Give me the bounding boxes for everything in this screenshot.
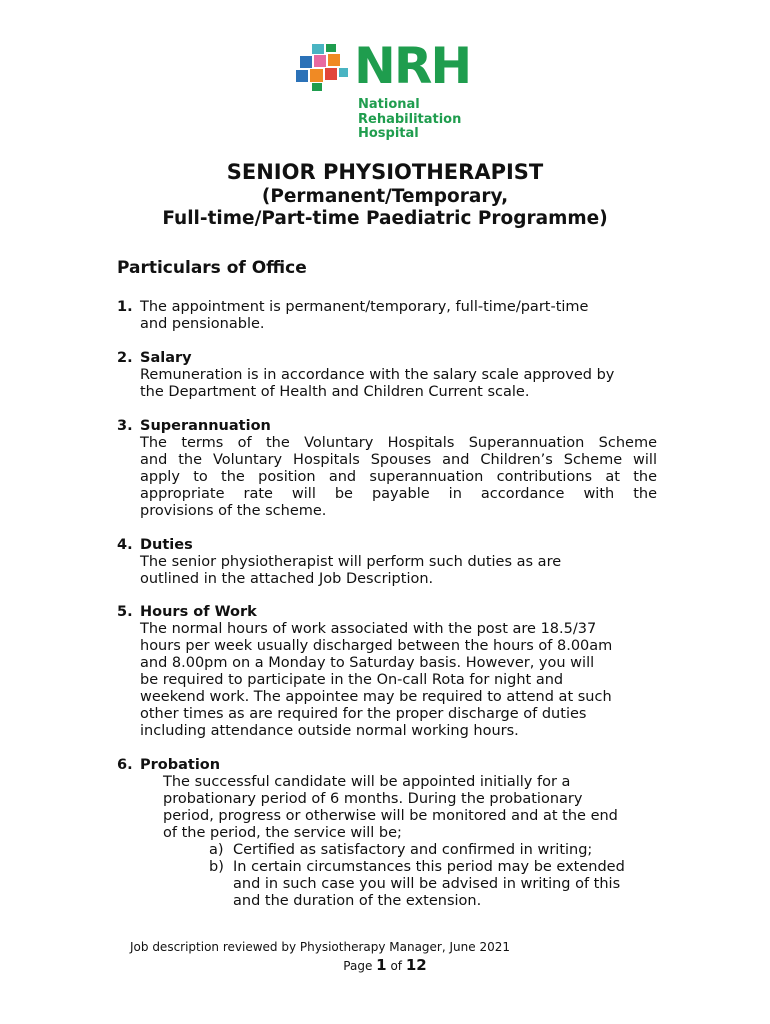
item-text: other times as are required for the proper discharge of duties <box>140 706 587 722</box>
logo-line-rehabilitation: Rehabilitation <box>358 111 462 127</box>
logo-line-hospital: Hospital <box>358 126 419 141</box>
item-number: 6. <box>117 757 133 773</box>
logo-mosaic-icon <box>294 42 354 92</box>
page-number <box>0 956 770 974</box>
item-text: including attendance outside normal working hours. <box>140 723 519 739</box>
item-text: outlined in the attached Job Description. <box>140 571 434 587</box>
item-text: The senior physiotherapist will perform such duties as are <box>140 554 562 570</box>
logo-wordmark: NRH <box>354 37 471 95</box>
sub-item-label: b) <box>209 859 224 875</box>
sub-item-text: In certain circumstances this period may be extended <box>233 859 625 875</box>
item-text: and pensionable. <box>140 316 265 332</box>
item-number: 2. <box>117 350 133 366</box>
list-item-1 <box>117 299 657 333</box>
sub-item-a <box>209 842 669 859</box>
sub-item-b <box>209 859 669 910</box>
item-text: Remuneration is in accordance with the salary scale approved by <box>140 367 615 383</box>
item-text: provisions of the scheme. <box>140 503 327 519</box>
section-heading: Particulars of Office <box>117 258 307 278</box>
item-text: and the Voluntary Hospitals Spouses and Children’s Scheme will <box>140 452 657 468</box>
item-heading: Salary <box>140 350 192 366</box>
sub-item-label: a) <box>209 842 224 858</box>
document-title: SENIOR PHYSIOTHERAPIST <box>226 160 544 184</box>
list-item-hours-of-work <box>117 604 657 740</box>
list-item-superannuation <box>117 418 657 520</box>
current-page: 1 <box>376 956 387 974</box>
nrh-logo <box>294 37 484 142</box>
item-heading: Duties <box>140 537 193 553</box>
list-item-duties <box>117 537 657 588</box>
total-pages: 12 <box>405 956 427 974</box>
footer-note: Job description reviewed by Physiotherapy Manager, June 2021 <box>130 940 510 954</box>
item-heading: Hours of Work <box>140 604 257 620</box>
list-item-probation <box>117 757 657 774</box>
item-heading: Superannuation <box>140 418 271 434</box>
item-heading: Probation <box>140 757 221 773</box>
document-subtitle-line2: Full-time/Part-time Paediatric Programme) <box>162 208 608 229</box>
sub-item-text: and in such case you will be advised in writing of this <box>233 876 621 892</box>
of-word: of <box>390 959 403 973</box>
item-text: The terms of the Voluntary Hospitals Superannuation Scheme <box>140 435 657 451</box>
item-number: 4. <box>117 537 133 553</box>
probation-text <box>163 774 663 842</box>
item-number: 1. <box>117 299 133 315</box>
item-number: 3. <box>117 418 133 434</box>
item-text: The successful candidate will be appointed initially for a <box>163 774 571 790</box>
item-text: be required to participate in the On-call Rota for night and <box>140 672 564 688</box>
item-number: 5. <box>117 604 133 620</box>
item-text: probationary period of 6 months. During the probationary <box>163 791 583 807</box>
item-text: weekend work. The appointee may be required to attend at such <box>140 689 612 705</box>
item-text: appropriate rate will be payable in accordance with the <box>140 486 657 502</box>
item-text: apply to the position and superannuation contributions at the <box>140 469 657 485</box>
item-text: The normal hours of work associated with the post are 18.5/37 <box>140 621 597 637</box>
document-subtitle-line1: (Permanent/Temporary, <box>261 186 509 207</box>
item-text: of the period, the service will be; <box>163 825 402 841</box>
list-item-salary <box>117 350 657 401</box>
item-text: The appointment is permanent/temporary, full-time/part-time <box>140 299 589 315</box>
sub-item-text: and the duration of the extension. <box>233 893 482 909</box>
item-text: hours per week usually discharged between the hours of 8.00am <box>140 638 613 654</box>
sub-item-text: Certified as satisfactory and confirmed in writing; <box>233 842 593 858</box>
item-text: and 8.00pm on a Monday to Saturday basis. However, you will <box>140 655 595 671</box>
page-word: Page <box>343 959 373 973</box>
item-text: period, progress or otherwise will be monitored and at the end <box>163 808 618 824</box>
item-text: the Department of Health and Children Current scale. <box>140 384 530 400</box>
logo-name <box>358 98 461 142</box>
logo-line-national: National <box>358 97 420 112</box>
